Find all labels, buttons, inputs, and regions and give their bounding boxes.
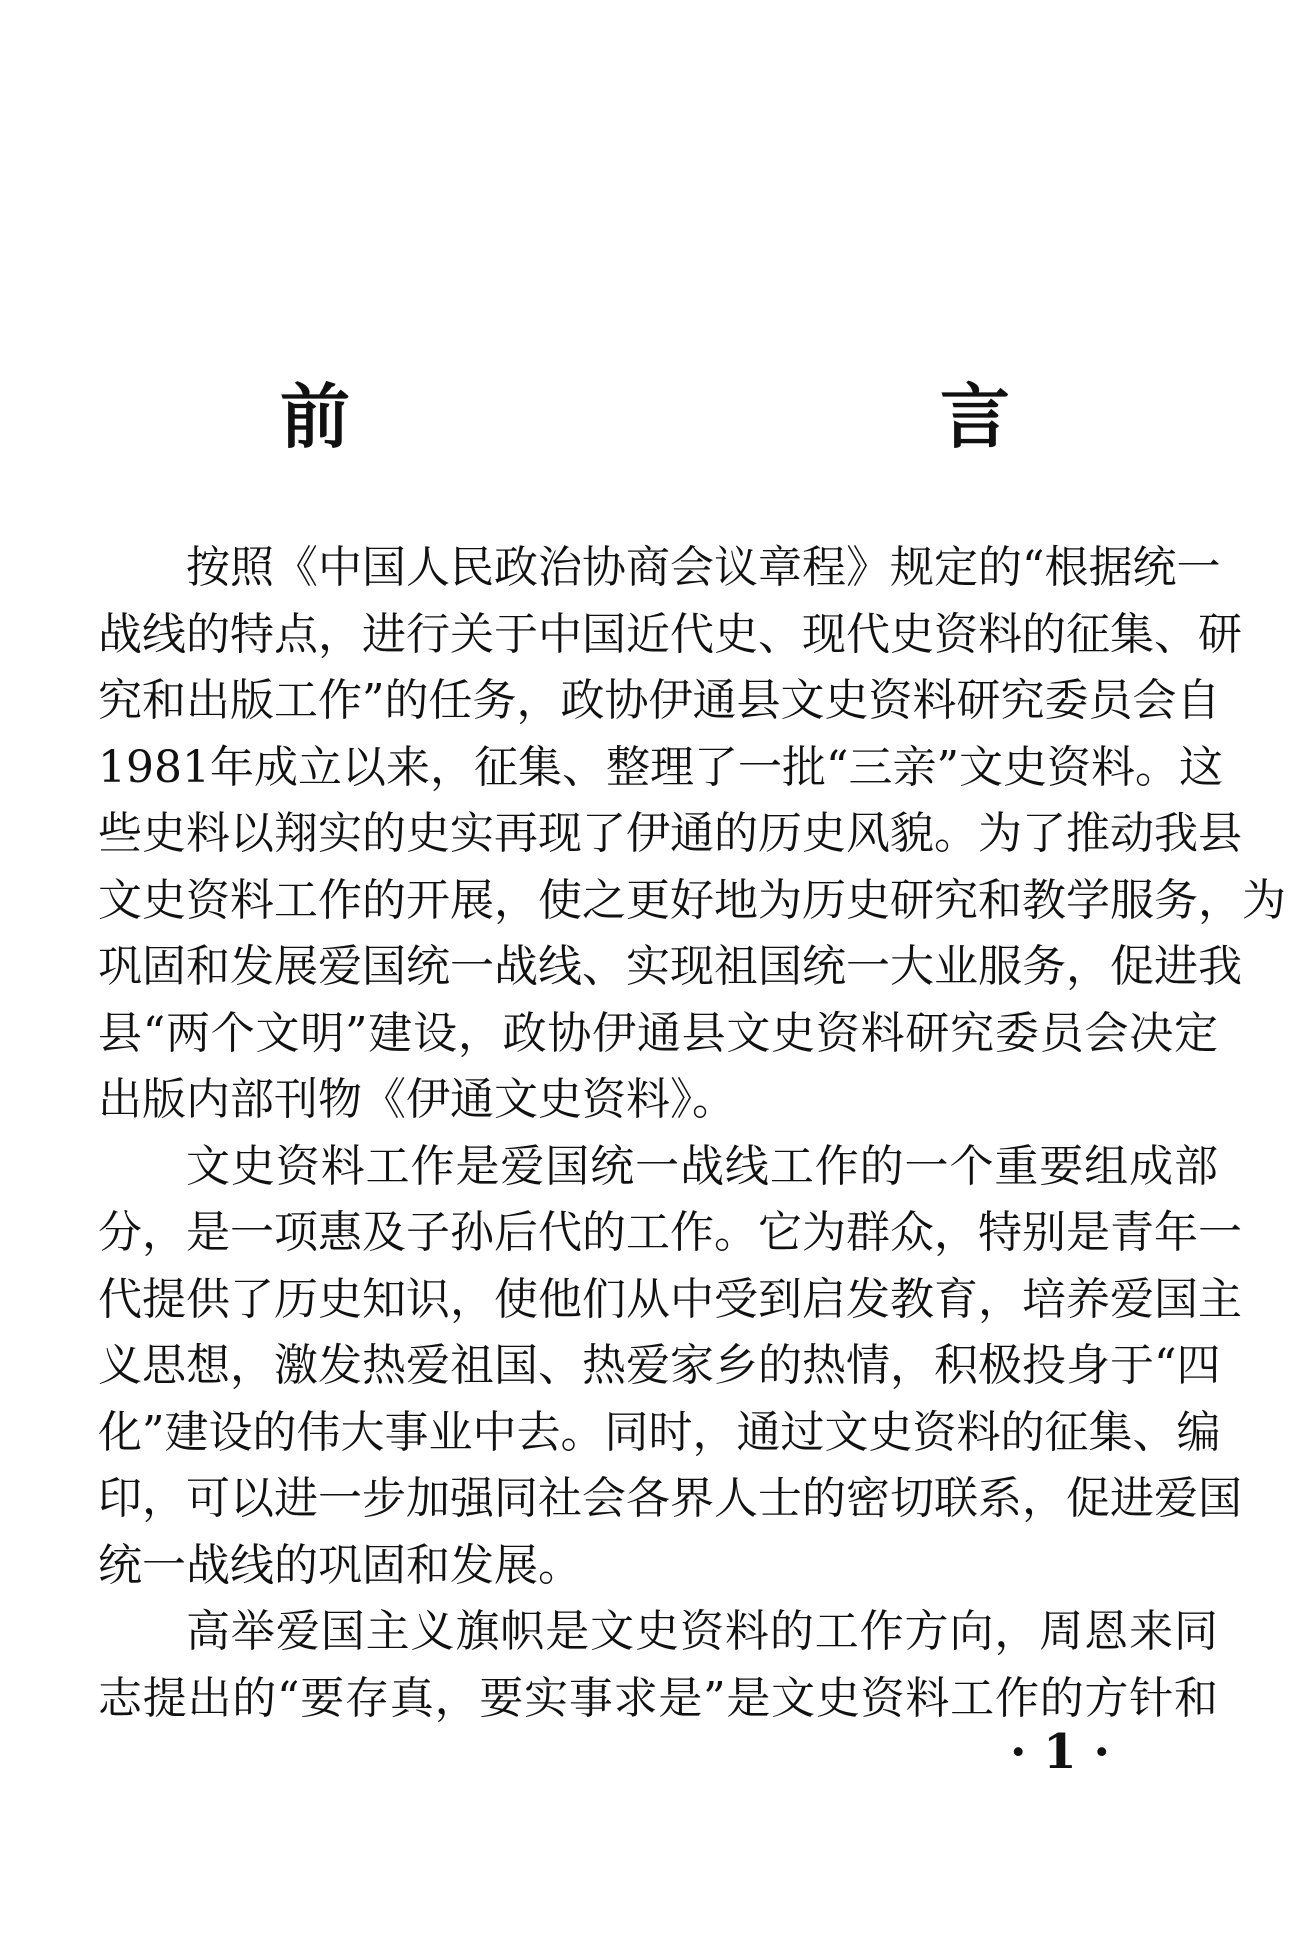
page-title: 前 言 — [280, 375, 1270, 458]
text-line: 按照《中国人民政治协商会议章程》规定的“根据统一 — [186, 542, 1221, 593]
text-line: 分，是一项惠及子孙后代的工作。它为群众，特别是青年一 — [98, 1207, 1242, 1258]
text-line: 巩固和发展爱国统一战线、实现祖国统一大业服务，促进我 — [98, 941, 1242, 992]
text-line: 出版内部刊物《伊通文史资料》。 — [98, 1074, 736, 1125]
text-line: 印，可以进一步加强同社会各界人士的密切联系，促进爱国 — [98, 1473, 1242, 1524]
text-line: 文史资料工作是爱国统一战线工作的一个重要组成部 — [186, 1140, 1218, 1192]
paragraph-1 — [98, 535, 1286, 1134]
text-line: 化”建设的伟大事业中去。同时，通过文史资料的征集、编 — [98, 1406, 1221, 1458]
text-line: 战线的特点，进行关于中国近代史、现代史资料的征集、研 — [98, 608, 1242, 660]
page-number: · 1 · — [1009, 1724, 1111, 1780]
paragraph-2 — [98, 1134, 1242, 1600]
text-line: 统一战线的巩固和发展。 — [98, 1539, 582, 1591]
text-line: 些史料以翔实的史实再现了伊通的历史风貌。为了推动我县 — [98, 808, 1242, 859]
body-text — [98, 535, 1286, 1732]
text-line: 义思想，激发热爱祖国、热爱家乡的热情，积极投身于“四 — [98, 1340, 1221, 1391]
text-line: 代提供了历史知识，使他们从中受到启发教育，培养爱国主 — [98, 1273, 1242, 1325]
text-line: 高举爱国主义旗帜是文史资料的工作方向，周恩来同 — [186, 1606, 1218, 1657]
text-line: 县“两个文明”建设，政协伊通县文史资料研究委员会决定 — [98, 1007, 1218, 1059]
text-line: 究和出版工作”的任务，政协伊通县文史资料研究委员会自 — [98, 675, 1221, 726]
text-line: 志提出的“要存真，要实事求是”是文史资料工作的方针和 — [98, 1672, 1218, 1724]
text-line: 1981年成立以来，征集、整理了一批“三亲”文史资料。这 — [98, 741, 1223, 793]
text-line: 文史资料工作的开展，使之更好地为历史研究和教学服务，为 — [98, 874, 1286, 926]
paragraph-3 — [98, 1599, 1218, 1732]
